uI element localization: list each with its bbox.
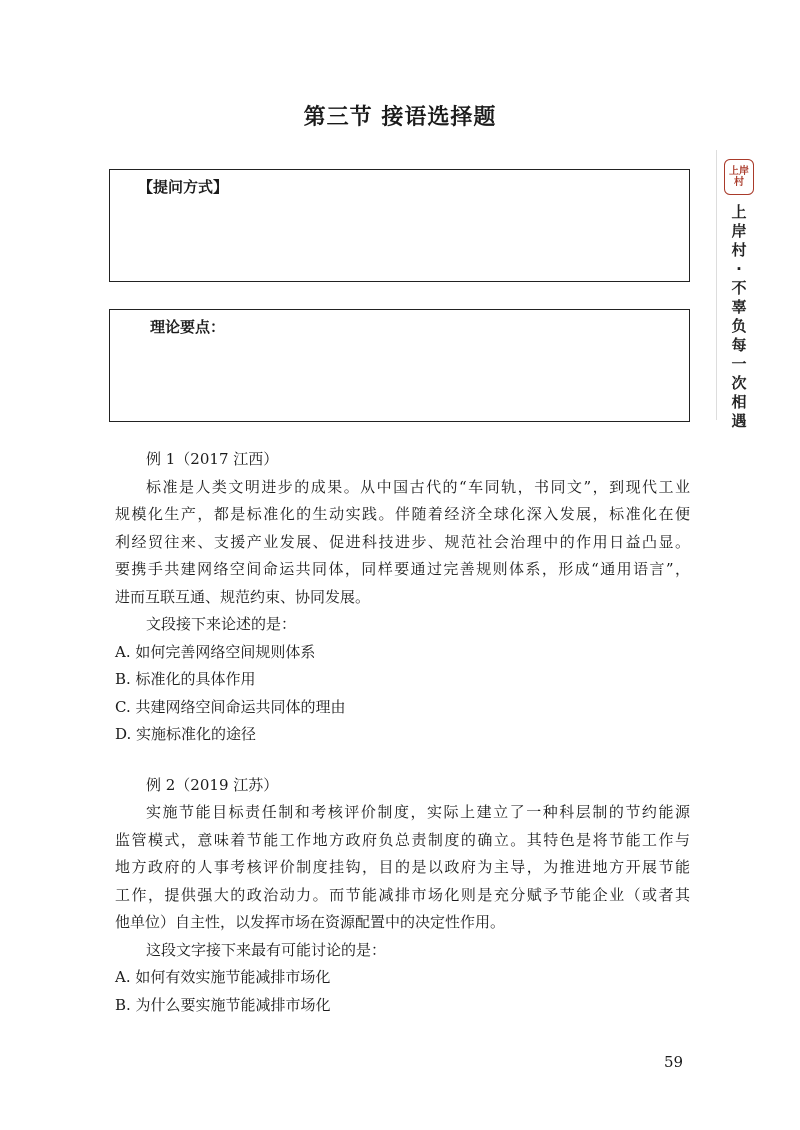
theory-points-box bbox=[109, 309, 690, 422]
example-1-paragraph-line: 标准是人类文明进步的成果。从中国古代的“车同轨，书同文”，到现代工业 bbox=[146, 477, 690, 496]
example-2-question: 这段文字接下来最有可能讨论的是： bbox=[146, 940, 387, 959]
example-2-paragraph-line: 他单位）自主性，以发挥市场在资源配置中的决定性作用。 bbox=[115, 913, 506, 931]
example-1-question: 文段接下来论述的是： bbox=[146, 615, 297, 633]
example-2-paragraph-line: 地方政府的人事考核评价制度挂钩，目的是以政府为主导，为推进地方开展节能 bbox=[115, 858, 690, 876]
section-gap bbox=[115, 749, 690, 772]
example-1-paragraph-line: 进而互联互通、规范约束、协同发展。 bbox=[115, 587, 371, 606]
theory-points-heading: 理论要点： bbox=[150, 318, 226, 336]
example-1-paragraph-line: 规模化生产，都是标准化的生动实践。伴随着经济全球化深入发展，标准化在便 bbox=[115, 505, 690, 523]
example-2-paragraph-line: 监管模式，意味着节能工作地方政府负总责制度的确立。其特色是将节能工作与 bbox=[115, 830, 690, 849]
question-method-box bbox=[109, 169, 690, 282]
main-content bbox=[115, 446, 690, 1019]
example-2-paragraph-line: 工作，提供强大的政治动力。而节能减排市场化则是充分赋予节能企业（或者其 bbox=[115, 885, 690, 904]
example-2-option-a: A. 如何有效实施节能减排市场化 bbox=[115, 968, 331, 986]
example-1-option-d: D. 实施标准化的途径 bbox=[115, 725, 257, 743]
page-number: 59 bbox=[664, 1053, 684, 1071]
example-1-option-b: B. 标准化的具体作用 bbox=[115, 670, 256, 688]
example-1-paragraph-line: 要携手共建网络空间命运共同体，同样要通过完善规则体系，形成“通用语言”， bbox=[115, 560, 690, 578]
example-2-paragraph-line: 实施节能目标责任制和考核评价制度，实际上建立了一种科层制的节约能源 bbox=[146, 803, 690, 821]
seal-logo-icon: 上岸 村 bbox=[724, 159, 754, 195]
question-method-heading: 【提问方式】 bbox=[138, 178, 229, 196]
example-2-option-b: B. 为什么要实施节能减排市场化 bbox=[115, 995, 331, 1014]
sidebar-divider bbox=[716, 150, 717, 420]
example-1-option-c: C. 共建网络空间命运共同体的理由 bbox=[115, 697, 346, 716]
example-1-option-a: A. 如何完善网络空间规则体系 bbox=[115, 642, 316, 661]
example-2-header: 例 2（2019 江苏） bbox=[146, 775, 279, 794]
sidebar-slogan: 上 岸 村 · 不 辜 负 每 一 次 相 遇 bbox=[731, 203, 747, 430]
page-title: 第三节 接语选择题 bbox=[303, 105, 497, 130]
example-1-header: 例 1（2017 江西） bbox=[146, 450, 279, 468]
example-1-paragraph-line: 利经贸往来、支援产业发展、促进科技进步、规范社会治理中的作用日益凸显。 bbox=[115, 532, 690, 551]
